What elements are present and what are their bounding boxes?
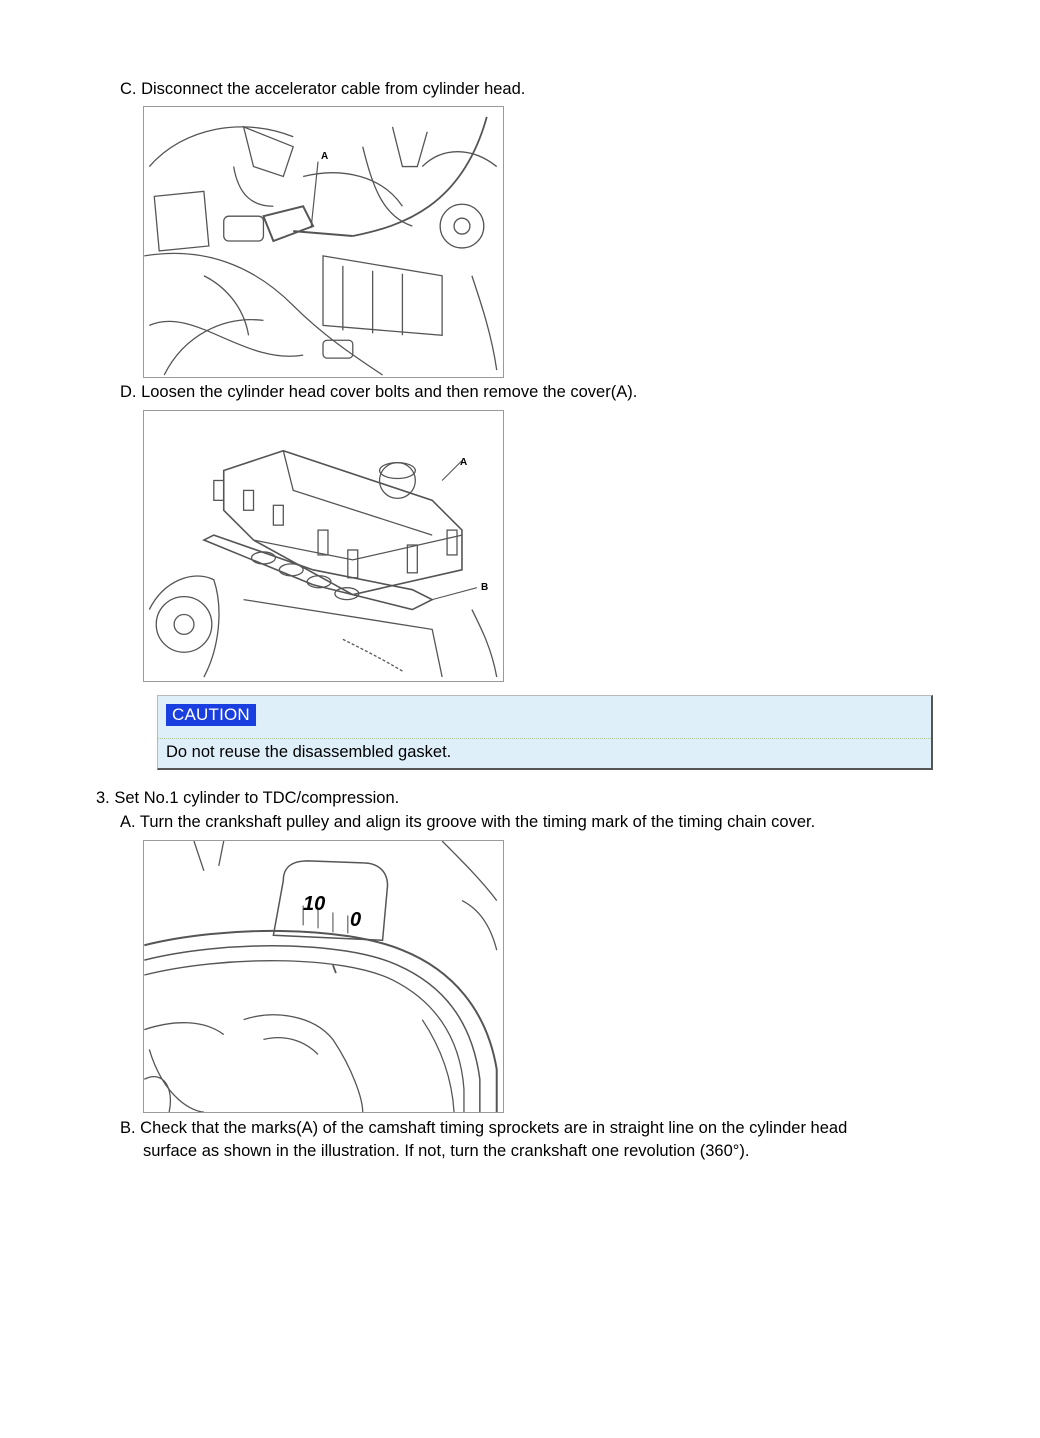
accelerator-cable-illustration — [143, 106, 504, 378]
step-3-text: 3. Set No.1 cylinder to TDC/compression. — [96, 789, 400, 807]
callout-label-b: B — [481, 582, 489, 593]
step-a-text: A. Turn the crankshaft pulley and align its groove with the timing mark of the timing chain cover. — [120, 813, 816, 831]
step-b-text-line2: surface as shown in the illustration. If not, turn the crankshaft one revolution (360°). — [143, 1142, 750, 1160]
step-b-text-line1: B. Check that the marks(A) of the camshaft timing sprockets are in straight line on the cylinder head — [120, 1119, 848, 1137]
caution-badge: CAUTION — [166, 704, 256, 726]
caution-notice — [157, 695, 933, 770]
step-c-text: C. Disconnect the accelerator cable from cylinder head. — [120, 80, 526, 98]
callout-label-a: A — [321, 151, 329, 162]
caution-text: Do not reuse the disassembled gasket. — [166, 743, 452, 761]
crankshaft-pulley-timing-illustration — [143, 840, 504, 1113]
cylinder-head-cover-illustration — [143, 410, 504, 682]
callout-label-a: A — [460, 457, 468, 468]
caution-divider — [158, 738, 931, 739]
step-d-text: D. Loosen the cylinder head cover bolts and then remove the cover(A). — [120, 383, 638, 401]
timing-mark-10-label: 10 — [303, 893, 326, 915]
timing-mark-0-label: 0 — [350, 909, 362, 931]
